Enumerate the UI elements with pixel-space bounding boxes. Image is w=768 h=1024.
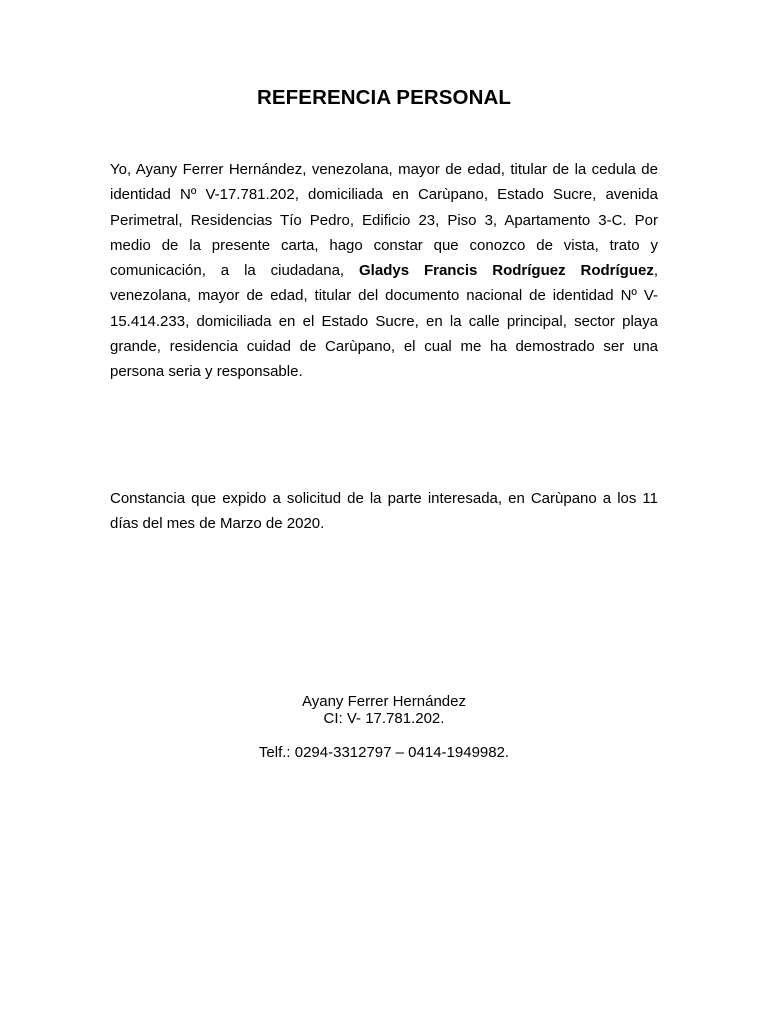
signer-id: CI: V- 17.781.202.: [323, 710, 445, 727]
paragraph-intro-text: Yo, Ayany Ferrer Hernández, venezolana, mayor de edad, titular de la cedula de identidad Nº V-17.781.202, domiciliada en Carùpano, Estado Sucre, avenida Perimetral, Residencias Tío Pedro, Edificio 23, Piso 3, Apartamento 3-C. Por medio de la presente carta, hago constar que conozco de vista, trato y comunicación, a la ciudadana,: [110, 161, 658, 280]
paragraph-closing-text: , venezolana, mayor de edad, titular del documento nacional de identidad Nº V-15.414.233, domiciliada en el Estado Sucre, en la calle principal, sector playa grande, residencia cuidad de Carùpano, el cual me ha demostrado ser una persona seria y responsable.: [110, 262, 659, 381]
signer-telephone: Telf.: 0294-3312797 – 0414-1949982.: [258, 744, 510, 761]
referenced-person-name: Gladys Francis Rodríguez Rodríguez: [359, 262, 654, 280]
reference-paragraph: [110, 157, 658, 385]
signer-name: Ayany Ferrer Hernández: [302, 693, 466, 710]
certification-paragraph: Constancia que expido a solicitud de la parte interesada, en Carùpano a los 11 días del mes de Marzo de 2020.: [110, 490, 658, 533]
document-title: REFERENCIA PERSONAL: [257, 86, 511, 109]
